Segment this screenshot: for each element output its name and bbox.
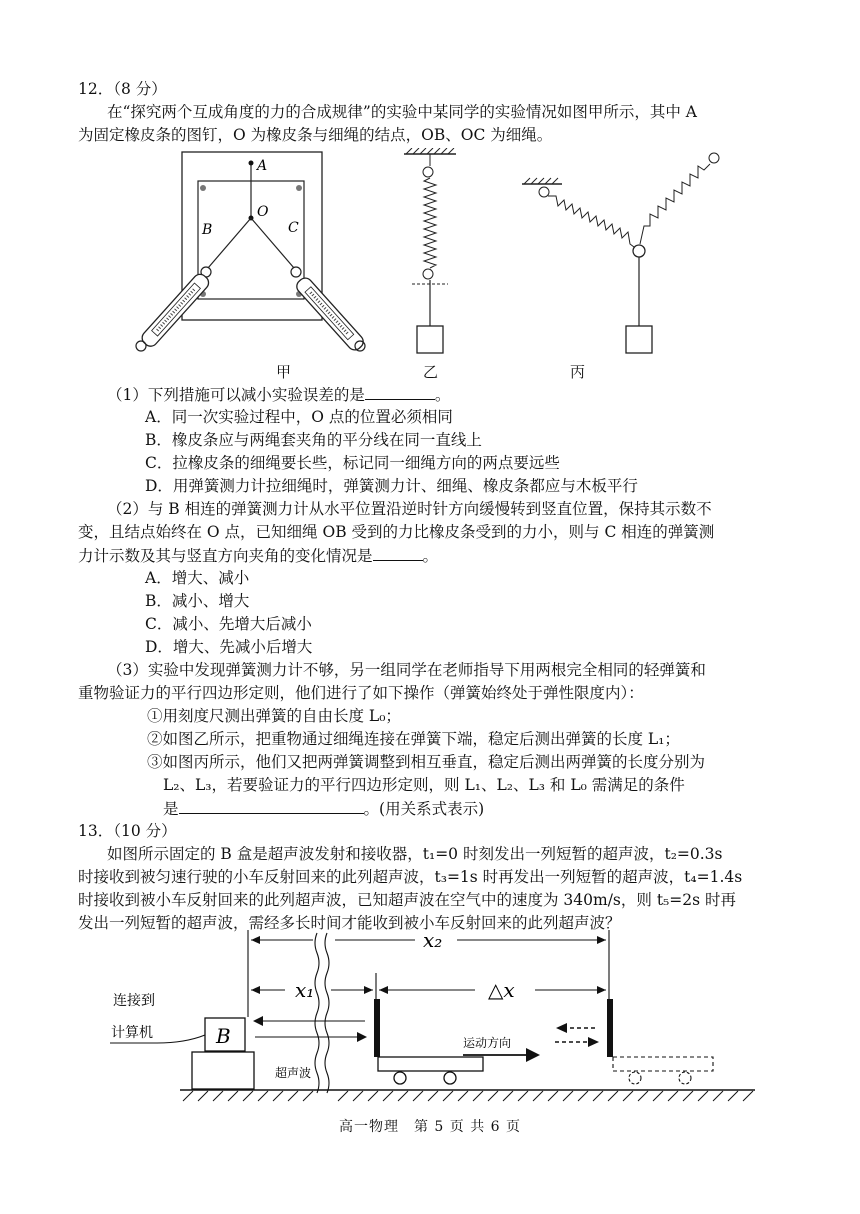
q13-line2: 时接收到被匀速行驶的小车反射回来的此列超声波，t₃=1s 时再发出一列短暂的超声波，t₄=1.4s	[78, 868, 743, 886]
q12-part1-option-a: A．同一次实验过程中，O 点的位置必须相同	[145, 408, 453, 426]
q12-part1-stem-text: （1）下列措施可以减小实验误差的是	[107, 386, 365, 404]
q12-part2-line2: 变，且结点始终在 O 点，已知细绳 OB 受到的力比橡皮条受到的力小，则与 C 相连的弹簧测	[78, 523, 715, 541]
q12-part2-line3-text: 力计示数及其与竖直方向夹角的变化情况是	[78, 547, 373, 565]
label-O: O	[257, 204, 269, 220]
q12-part1-stem	[107, 383, 450, 406]
figure-label-jia: 甲	[276, 363, 292, 381]
label-ultrasound: 超声波	[275, 1066, 312, 1080]
q13-line1: 如图所示固定的 B 盒是超声波发射和接收器，t₁=0 时刻发出一列短暂的超声波，t₂=0.3s	[107, 845, 723, 863]
page-footer: 高一物理 第 5 页 共 6 页	[338, 1119, 522, 1135]
q12-intro-line2: 为固定橡皮条的图钉，O 为橡皮条与细绳的结点，OB、OC 为细绳。	[78, 126, 553, 144]
q12-part3-step3-line3-end: 。(用关系式表示)	[363, 800, 485, 818]
label-B: B	[202, 222, 213, 238]
b-box-label: B	[216, 1024, 231, 1048]
q13-line3: 时接收到被小车反射回来的此列超声波，已知超声波在空气中的速度为 340m/s，则 t₅=2s 时再	[78, 891, 736, 909]
q12-part1-option-d: D．用弹簧测力计拉细绳时，弹簧测力计、细绳、橡皮条都应与木板平行	[145, 477, 638, 495]
q12-part3-line2: 重物验证力的平行四边形定则，他们进行了如下操作（弹簧始终处于弹性限度内）：	[78, 684, 644, 702]
q12-part3-step2: ②如图乙所示，把重物通过细绳连接在弹簧下端，稳定后测出弹簧的长度 L₁；	[147, 730, 680, 748]
q12-part2-line3-end: 。	[422, 547, 439, 565]
figure-label-bing: 丙	[570, 363, 586, 381]
q12-part3-line1: （3）实验中发现弹簧测力计不够，另一组同学在老师指导下用两根完全相同的轻弹簧和	[107, 661, 706, 679]
q12-part3-step3-line2: L₂、L₃，若要验证力的平行四边形定则，则 L₁、L₂、L₃ 和 L₀ 需满足的条件	[163, 776, 685, 794]
figure-q13	[95, 925, 775, 1110]
figure-yi	[398, 148, 463, 360]
figure-label-yi: 乙	[423, 363, 439, 381]
figure-jia	[130, 148, 375, 363]
q12-part2-option-c: C．减小、先增大后减小	[145, 615, 312, 633]
q12-part1-option-c: C．拉橡皮条的细绳要长些，标记同一细绳方向的两点要远些	[145, 454, 560, 472]
q12-intro-line1: 在“探究两个互成角度的力的合成规律”的实验中某同学的实验情况如图甲所示，其中 A	[107, 103, 697, 121]
q12-part1-stem-end: 。	[434, 386, 451, 404]
label-delta-x: △x	[488, 978, 515, 1002]
label-motion: 运动方向	[463, 1036, 512, 1050]
label-x1: x₁	[295, 978, 315, 1002]
label-connect-1: 连接到	[113, 993, 155, 1009]
label-x2: x₂	[423, 928, 443, 952]
answer-blank[interactable]	[179, 797, 364, 814]
q13-title: 13．（10 分）	[78, 822, 177, 840]
q12-part2-option-b: B．减小、增大	[145, 592, 250, 610]
label-connect-2: 计算机	[111, 1025, 153, 1041]
q12-part3-step3-line3-start: 是	[163, 800, 179, 818]
q12-part2-line3	[78, 544, 438, 567]
figure-bing	[518, 148, 728, 360]
label-A: A	[257, 158, 268, 174]
q12-title: 12．（8 分）	[78, 80, 167, 98]
q12-part3-step1: ①用刻度尺测出弹簧的自由长度 L₀；	[147, 707, 401, 725]
label-C: C	[288, 220, 299, 236]
q12-part1-option-b: B．橡皮条应与两绳套夹角的平分线在同一直线上	[145, 431, 482, 449]
q12-part3-step3-line1: ③如图丙所示，他们又把两弹簧调整到相互垂直，稳定后测出两弹簧的长度分别为	[147, 753, 706, 771]
q13-line4: 发出一列短暂的超声波，需经多长时间才能收到被小车反射回来的此列超声波？	[78, 914, 621, 932]
q12-part2-option-d: D．增大、先减小后增大	[145, 638, 313, 656]
answer-blank[interactable]	[365, 383, 435, 400]
q12-part3-step3-line3	[163, 797, 484, 820]
answer-blank[interactable]	[373, 544, 423, 561]
q12-part2-option-a: A．增大、减小	[145, 569, 250, 587]
q12-part2-line1: （2）与 B 相连的弹簧测力计从水平位置沿逆时针方向缓慢转到竖直位置，保持其示数不	[107, 500, 712, 518]
